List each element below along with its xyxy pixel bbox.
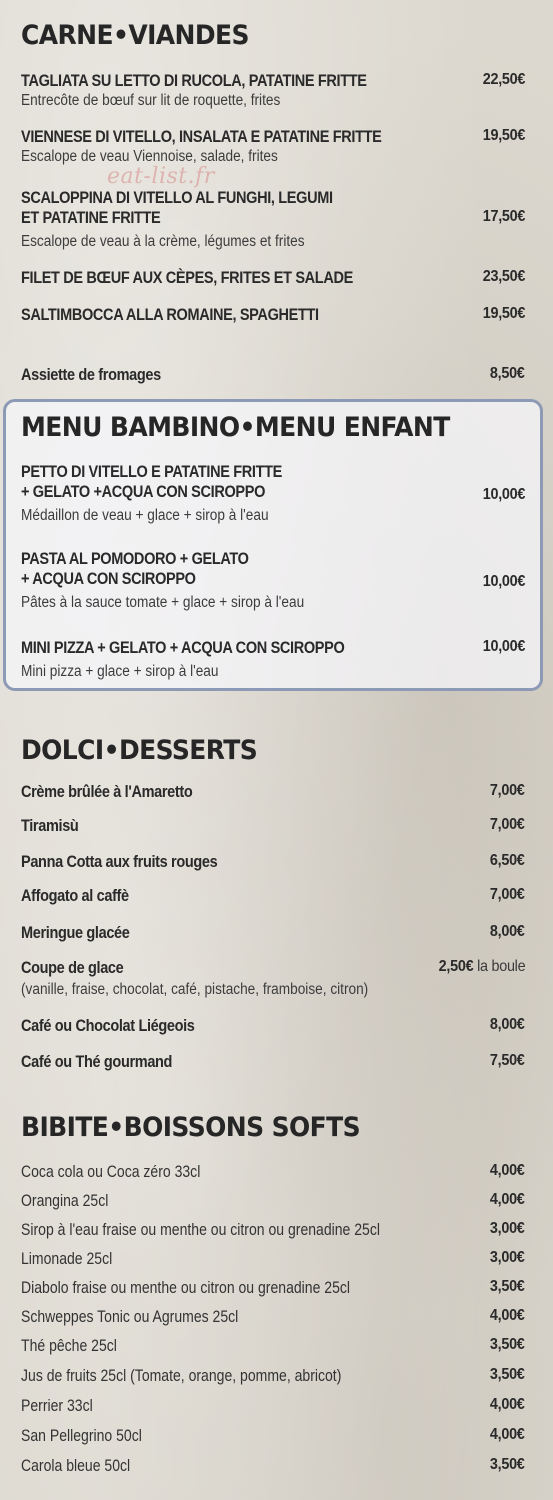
drink-item bbox=[21, 1307, 525, 1327]
item-name-line2: + GELATO +ACQUA CON SCIROPPO bbox=[21, 483, 266, 501]
menu-item-scaloppina bbox=[21, 188, 525, 251]
item-name-line1: PASTA AL POMODORO + GELATO bbox=[21, 550, 249, 568]
menu-item-petto bbox=[21, 462, 525, 525]
menu-item-tagliata bbox=[21, 71, 525, 110]
menu-item-panna-cotta bbox=[21, 852, 525, 872]
item-name: Café ou Thé gourmand bbox=[21, 1053, 173, 1071]
item-description: Entrecôte de bœuf sur lit de roquette, frites bbox=[21, 92, 281, 109]
item-price: 3,50€ bbox=[490, 1456, 525, 1473]
drink-item bbox=[21, 1278, 525, 1298]
item-description: Mini pizza + glace + sirop à l'eau bbox=[21, 663, 219, 680]
price-value: 2,50€ bbox=[438, 958, 473, 975]
item-price: 10,00€ bbox=[482, 573, 525, 590]
item-name: Coupe de glace bbox=[21, 959, 124, 977]
item-price: 19,50€ bbox=[482, 305, 525, 322]
item-price: 4,00€ bbox=[490, 1191, 525, 1208]
item-name: VIENNESE DI VITELLO, INSALATA E PATATINE FRITTE bbox=[21, 128, 382, 146]
menu-item-gourmand bbox=[21, 1052, 525, 1072]
item-name-line2: + ACQUA CON SCIROPPO bbox=[21, 570, 196, 588]
item-name: TAGLIATA SU LETTO DI RUCOLA, PATATINE FRITTE bbox=[21, 72, 367, 90]
menu-item-meringue bbox=[21, 923, 525, 943]
menu-item-affogato bbox=[21, 886, 525, 906]
drink-item bbox=[21, 1191, 525, 1211]
section-title-desserts: DOLCI•DESSERTS bbox=[21, 735, 258, 766]
item-price: 4,00€ bbox=[490, 1426, 525, 1443]
menu-item-viennese bbox=[21, 127, 525, 166]
drink-item bbox=[21, 1249, 525, 1269]
drink-name: San Pellegrino 50cl bbox=[21, 1427, 142, 1445]
drink-item bbox=[21, 1396, 525, 1416]
drink-name: Perrier 33cl bbox=[21, 1397, 93, 1415]
drink-name: Orangina 25cl bbox=[21, 1192, 109, 1210]
menu-item-liegeois bbox=[21, 1016, 525, 1036]
item-name-line2: ET PATATINE FRITTE bbox=[21, 209, 161, 227]
item-description: Escalope de veau Viennoise, salade, frites bbox=[21, 148, 278, 165]
drink-name: Schweppes Tonic ou Agrumes 25cl bbox=[21, 1308, 239, 1326]
item-price: 8,50€ bbox=[490, 365, 525, 382]
section-title-enfant: MENU BAMBINO•MENU ENFANT bbox=[21, 412, 450, 443]
item-price: 7,00€ bbox=[490, 886, 525, 903]
item-price: 3,50€ bbox=[490, 1336, 525, 1353]
item-price: 4,00€ bbox=[490, 1162, 525, 1179]
section-title-boissons: BIBITE•BOISSONS SOFTS bbox=[21, 1112, 360, 1143]
item-description: (vanille, fraise, chocolat, café, pistache, framboise, citron) bbox=[21, 981, 369, 998]
drink-item bbox=[21, 1426, 525, 1446]
drink-item bbox=[21, 1456, 525, 1476]
item-price: 7,50€ bbox=[490, 1052, 525, 1069]
item-price: 3,00€ bbox=[490, 1220, 525, 1237]
item-price: 6,50€ bbox=[490, 852, 525, 869]
watermark: eat-list.fr bbox=[107, 164, 215, 189]
drink-name: Limonade 25cl bbox=[21, 1250, 113, 1268]
drink-item bbox=[21, 1366, 525, 1386]
item-price: 10,00€ bbox=[482, 486, 525, 503]
drink-name: Coca cola ou Coca zéro 33cl bbox=[21, 1163, 201, 1181]
item-description: Pâtes à la sauce tomate + glace + sirop à l'eau bbox=[21, 594, 305, 611]
drink-name: Jus de fruits 25cl (Tomate, orange, pomme, abricot) bbox=[21, 1367, 342, 1385]
item-name-line1: PETTO DI VITELLO E PATATINE FRITTE bbox=[21, 463, 282, 481]
menu-item-coupe-glace bbox=[21, 958, 525, 999]
item-name: Meringue glacée bbox=[21, 924, 130, 942]
item-price: 4,00€ bbox=[490, 1307, 525, 1324]
drink-name: Thé pêche 25cl bbox=[21, 1337, 117, 1355]
item-name: Crème brûlée à l'Amaretto bbox=[21, 783, 193, 801]
item-name-line1: SCALOPPINA DI VITELLO AL FUNGHI, LEGUMI bbox=[21, 189, 333, 207]
item-name: Affogato al caffè bbox=[21, 887, 129, 905]
price-note: la boule bbox=[476, 958, 525, 975]
drink-item bbox=[21, 1336, 525, 1356]
item-price: 4,00€ bbox=[490, 1396, 525, 1413]
drink-name: Diabolo fraise ou menthe ou citron ou grenadine 25cl bbox=[21, 1279, 351, 1297]
item-price: 19,50€ bbox=[482, 127, 525, 144]
drink-item bbox=[21, 1220, 525, 1240]
section-title-viandes: CARNE•VIANDES bbox=[21, 20, 249, 51]
menu-item-pasta bbox=[21, 549, 525, 612]
item-name: Café ou Chocolat Liégeois bbox=[21, 1017, 195, 1035]
menu-item-mini-pizza bbox=[21, 638, 525, 681]
menu-item-saltimbocca bbox=[21, 305, 525, 325]
item-description: Escalope de veau à la crème, légumes et frites bbox=[21, 233, 305, 250]
item-name: SALTIMBOCCA ALLA ROMAINE, SPAGHETTI bbox=[21, 306, 319, 324]
item-description: Médaillon de veau + glace + sirop à l'eau bbox=[21, 507, 269, 524]
item-price: 8,00€ bbox=[490, 1016, 525, 1033]
item-price: 8,00€ bbox=[490, 923, 525, 940]
item-price: 3,50€ bbox=[490, 1366, 525, 1383]
menu-item-filet bbox=[21, 268, 525, 288]
item-price bbox=[438, 958, 525, 976]
item-price: 7,00€ bbox=[490, 816, 525, 833]
item-name: Assiette de fromages bbox=[21, 366, 161, 384]
item-price: 3,50€ bbox=[490, 1278, 525, 1295]
menu-item-creme-brulee bbox=[21, 782, 525, 802]
menu-item-fromages bbox=[21, 365, 525, 385]
item-name: Panna Cotta aux fruits rouges bbox=[21, 853, 218, 871]
drink-item bbox=[21, 1162, 525, 1182]
item-price: 10,00€ bbox=[482, 638, 525, 655]
item-price: 3,00€ bbox=[490, 1249, 525, 1266]
item-price: 17,50€ bbox=[482, 208, 525, 225]
drink-name: Sirop à l'eau fraise ou menthe ou citron ou grenadine 25cl bbox=[21, 1221, 380, 1239]
menu-item-tiramisu bbox=[21, 816, 525, 836]
drink-name: Carola bleue 50cl bbox=[21, 1457, 131, 1475]
item-price: 22,50€ bbox=[482, 71, 525, 88]
item-price: 23,50€ bbox=[482, 268, 525, 285]
item-price: 7,00€ bbox=[490, 782, 525, 799]
item-name: MINI PIZZA + GELATO + ACQUA CON SCIROPPO bbox=[21, 639, 345, 657]
item-name: Tiramisù bbox=[21, 817, 79, 835]
item-name: FILET DE BŒUF AUX CÈPES, FRITES ET SALADE bbox=[21, 269, 353, 287]
